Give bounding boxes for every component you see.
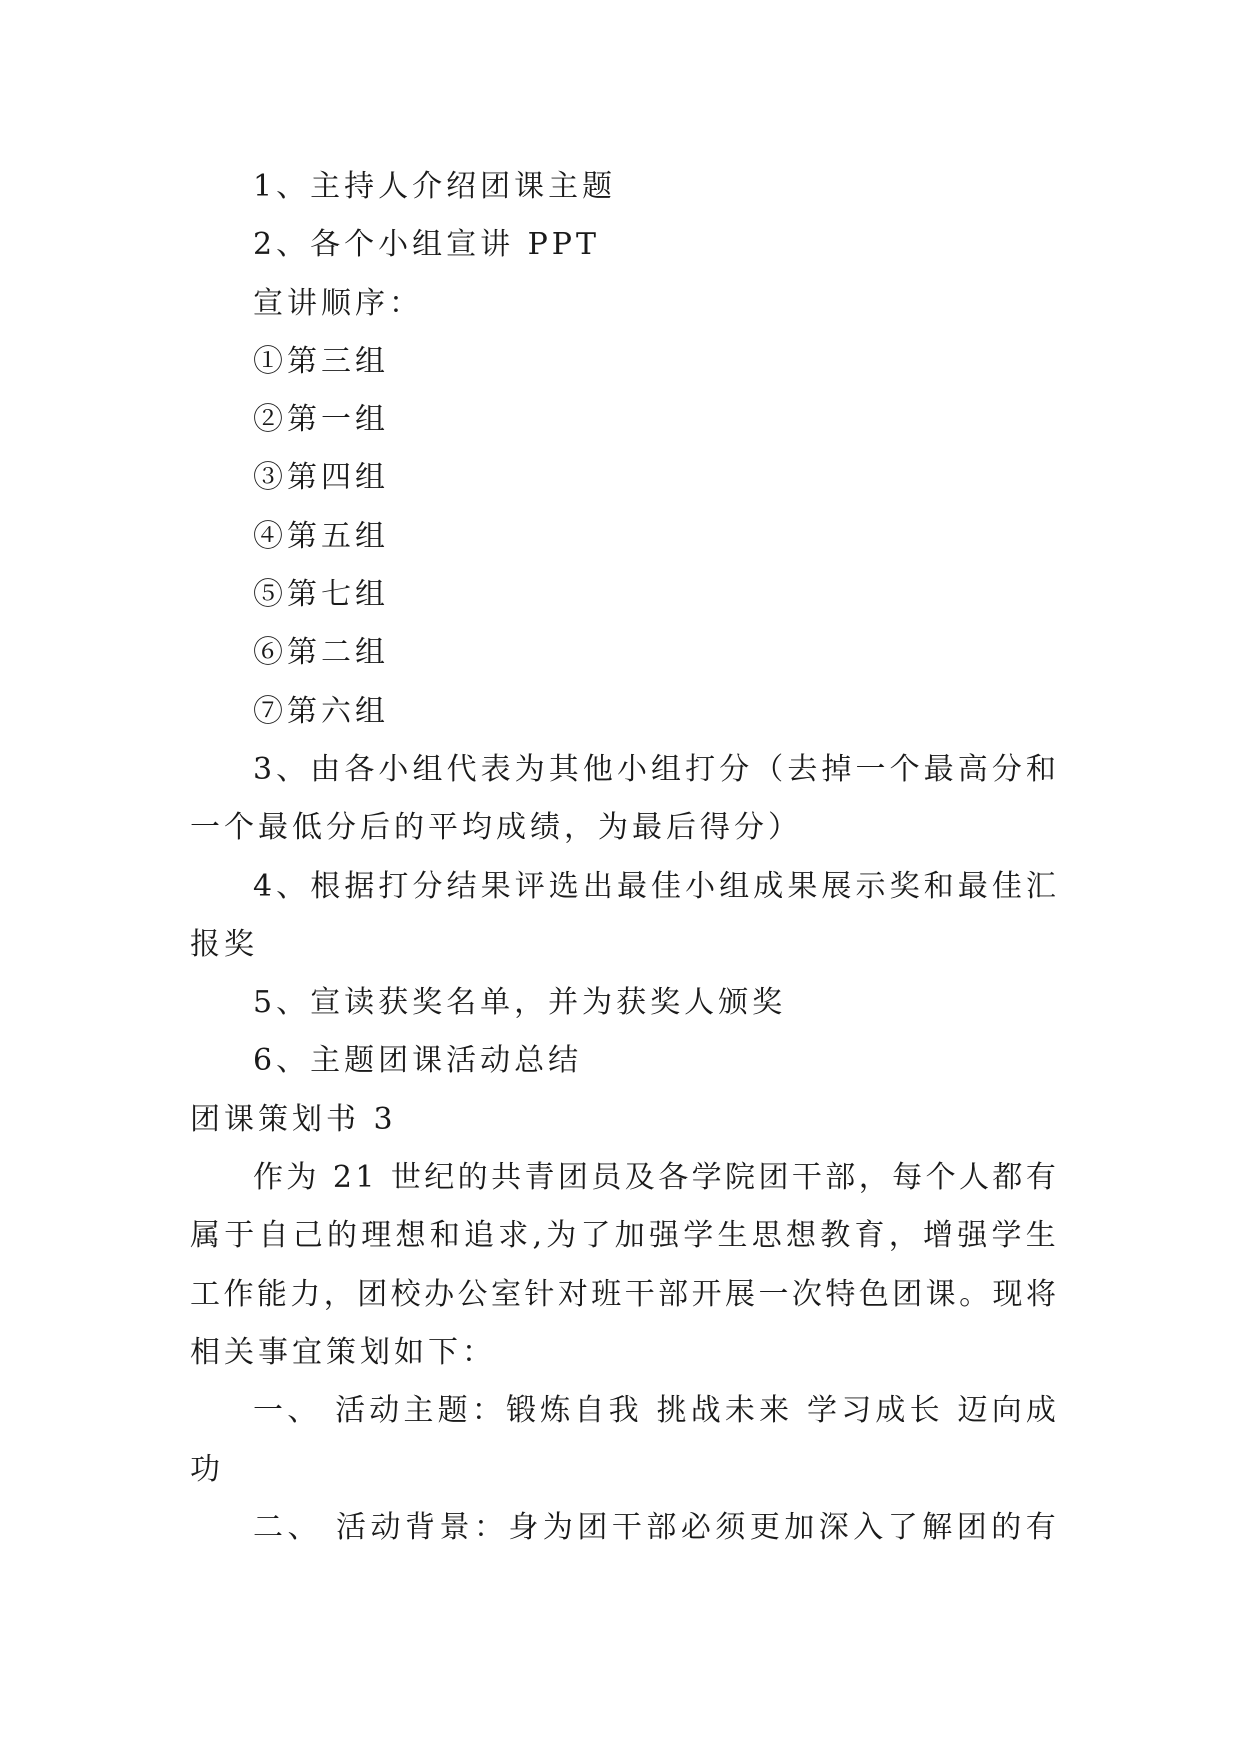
text-line: 一 、 活 动 主 题 ： 锻 炼 自 我 挑 战 未 来 学 习 成 长 迈 向 成 (253, 1393, 1056, 1429)
text-line: ⑤第七组 (253, 577, 389, 613)
text-line: 4 、 根 据 打 分 结 果 评 选 出 最 佳 小 组 成 果 展 示 奖 和 最 佳 汇 (253, 868, 1056, 904)
text-line: 属 于 自 己 的 理 想 和 追 求 , 为 了 加 强 学 生 思 想 教 育 ， 增 强 学 生 (190, 1218, 1056, 1254)
text-line: 功 (190, 1451, 224, 1487)
text-line: 相关事宜策划如下： (190, 1334, 496, 1370)
text-line: 2、各个小组宣讲 PPT (253, 227, 601, 263)
text-line: 报奖 (190, 926, 258, 962)
text-line: ⑥第二组 (253, 635, 389, 671)
text-line: 3 、 由 各 小 组 代 表 为 其 他 小 组 打 分 （ 去 掉 一 个 最 高 分 和 (253, 751, 1056, 787)
text-line: 二 、 活 动 背 景 ： 身 为 团 干 部 必 须 更 加 深 入 了 解 团 的 有 (253, 1509, 1056, 1545)
text-line: ②第一组 (253, 402, 389, 438)
text-line: 团课策划书 3 (190, 1101, 397, 1137)
text-line: 作 为 2 1 世 纪 的 共 青 团 员 及 各 学 院 团 干 部 ， 每 个 人 都 有 (253, 1160, 1056, 1196)
text-line: ①第三组 (253, 343, 389, 379)
text-line: ④第五组 (253, 518, 389, 554)
text-line: ③第四组 (253, 460, 389, 496)
text-line: 6、主题团课活动总结 (253, 1043, 583, 1079)
text-line: 宣讲顺序： (253, 285, 423, 321)
text-line: 工 作 能 力 ， 团 校 办 公 室 针 对 班 干 部 开 展 一 次 特 色 团 课 。 现 将 (190, 1276, 1056, 1312)
text-line: ⑦第六组 (253, 693, 389, 729)
text-line: 1、主持人介绍团课主题 (253, 169, 617, 204)
text-line: 一个最低分后的平均成绩，为最后得分） (190, 810, 802, 846)
text-line: 5、宣读获奖名单，并为获奖人颁奖 (253, 985, 787, 1021)
document-body (190, 158, 1056, 1557)
